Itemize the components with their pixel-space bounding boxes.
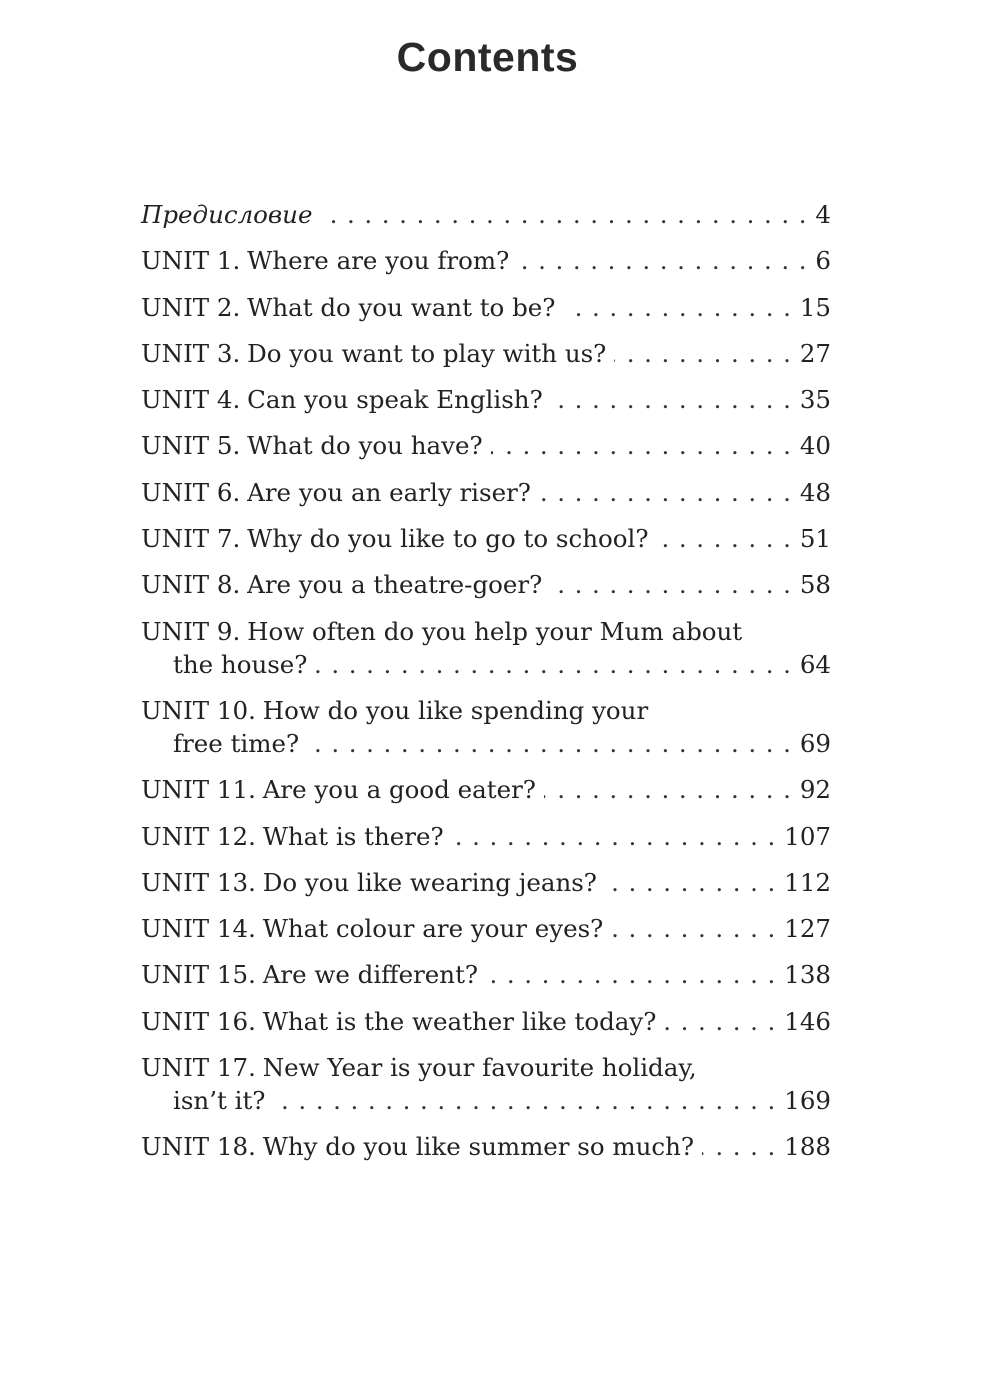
toc-unit-number: UNIT 4. (141, 385, 241, 415)
toc-entry-unit-18[interactable] (141, 1130, 831, 1163)
dot-leader (664, 1005, 776, 1038)
toc-unit-number: UNIT 8. (141, 570, 241, 600)
toc-page-number: 188 (784, 1132, 831, 1162)
toc-entry-unit-16[interactable] (141, 1005, 831, 1038)
toc-entry-unit-17[interactable] (141, 1051, 831, 1117)
toc-unit-number: UNIT 2. (141, 292, 241, 322)
toc-entry-unit-14[interactable] (141, 912, 831, 945)
toc-entry-title: Are you an early riser? (247, 477, 531, 507)
dot-leader (315, 648, 791, 681)
toc-unit-number: UNIT 14. (141, 914, 256, 944)
toc-unit-number: UNIT 6. (141, 477, 241, 507)
toc-page-number: 51 (799, 524, 831, 554)
toc-entry-unit-12[interactable] (141, 820, 831, 853)
toc-unit-number: UNIT 18. (141, 1132, 256, 1162)
toc-unit-number: UNIT 5. (141, 431, 241, 461)
dot-leader (702, 1130, 776, 1163)
toc-page-number: 146 (784, 1006, 831, 1036)
toc-unit-number: UNIT 9. (141, 616, 241, 646)
toc-page-number: 6 (815, 246, 831, 276)
toc-entry-unit-15[interactable] (141, 958, 831, 991)
toc-entry-title: Are we different? (262, 960, 479, 990)
toc-entry-title: Предисловие (141, 200, 313, 229)
toc-page-number: 35 (799, 385, 831, 415)
dot-leader (614, 337, 791, 370)
toc-page-number: 112 (784, 867, 831, 897)
toc-page-number: 169 (784, 1086, 831, 1116)
toc-entry-unit-5[interactable] (141, 429, 831, 462)
dot-leader (544, 773, 792, 806)
toc-entry-title: Are you a theatre-goer? (247, 570, 543, 600)
dot-leader (563, 291, 791, 324)
dot-leader (550, 568, 792, 601)
toc-page-number: 127 (784, 914, 831, 944)
toc-entry-title: Can you speak English? (247, 385, 543, 415)
toc-entry-title: How often do you help your Mum about (247, 616, 743, 646)
toc-page-number: 92 (799, 775, 831, 805)
toc-unit-number: UNIT 1. (141, 246, 241, 276)
toc-entry-title: Do you like wearing jeans? (262, 867, 597, 897)
toc-entry-title: New Year is your favourite holiday, (262, 1053, 697, 1083)
toc-entry-unit-6[interactable] (141, 476, 831, 509)
toc-entry-unit-11[interactable] (141, 773, 831, 806)
dot-leader (452, 820, 777, 853)
toc-entry-title: What do you have? (247, 431, 483, 461)
dot-leader (656, 522, 791, 555)
toc-unit-number: UNIT 17. (141, 1053, 256, 1083)
toc-page-number: 58 (799, 570, 831, 600)
toc-unit-number: UNIT 7. (141, 524, 241, 554)
toc-page-number: 40 (799, 431, 831, 461)
page-title: Contents (396, 34, 579, 80)
toc-entry-title: Why do you like to go to school? (247, 524, 649, 554)
toc-entry-unit-8[interactable] (141, 568, 831, 601)
dot-leader (605, 866, 776, 899)
toc-entry-unit-2[interactable] (141, 291, 831, 324)
dot-leader (486, 958, 776, 991)
toc-entry-unit-13[interactable] (141, 866, 831, 899)
toc-entry-title: What is there? (262, 821, 444, 851)
toc-entry-unit-4[interactable] (141, 383, 831, 416)
toc-page-number: 4 (815, 200, 831, 229)
toc-unit-number: UNIT 15. (141, 960, 256, 990)
toc-entry-title-continued: the house? (173, 649, 308, 679)
dot-leader (491, 429, 792, 462)
toc-entry-unit-7[interactable] (141, 522, 831, 555)
toc-page-number: 138 (784, 960, 831, 990)
dot-leader (273, 1084, 776, 1117)
dot-leader (611, 912, 776, 945)
toc-entry-title: Where are you from? (247, 246, 510, 276)
toc-entry-title: What is the weather like today? (262, 1006, 657, 1036)
dot-leader (551, 383, 792, 416)
toc-unit-number: UNIT 12. (141, 821, 256, 851)
toc-page-number: 69 (799, 728, 831, 758)
toc-page-number: 27 (799, 338, 831, 368)
toc-entry-unit-1[interactable] (141, 244, 831, 277)
toc-entry-title: How do you like spending your (262, 695, 649, 725)
toc-unit-number: UNIT 3. (141, 338, 241, 368)
toc-entry-unit-3[interactable] (141, 337, 831, 370)
dot-leader (539, 476, 792, 509)
dot-leader (307, 727, 792, 760)
toc-entry-title: Do you want to play with us? (247, 338, 607, 368)
toc-entry-title: What colour are your eyes? (262, 914, 604, 944)
toc-page-number: 48 (799, 477, 831, 507)
toc-entry-title: Why do you like summer so much? (262, 1132, 695, 1162)
toc-entry-preface[interactable] (141, 198, 831, 231)
table-of-contents (141, 198, 831, 1177)
toc-unit-number: UNIT 11. (141, 775, 256, 805)
toc-entry-unit-9[interactable] (141, 615, 831, 681)
toc-entry-title-continued: isn’t it? (173, 1086, 266, 1116)
dot-leader (517, 244, 807, 277)
toc-unit-number: UNIT 10. (141, 695, 256, 725)
toc-entry-title: Are you a good eater? (262, 775, 536, 805)
toc-page-number: 64 (799, 649, 831, 679)
toc-entry-title-continued: free time? (173, 728, 300, 758)
toc-unit-number: UNIT 13. (141, 867, 256, 897)
toc-page-number: 15 (799, 292, 831, 322)
toc-entry-unit-10[interactable] (141, 694, 831, 760)
dot-leader (320, 198, 807, 231)
toc-entry-title: What do you want to be? (247, 292, 556, 322)
toc-unit-number: UNIT 16. (141, 1006, 256, 1036)
toc-page-number: 107 (784, 821, 831, 851)
